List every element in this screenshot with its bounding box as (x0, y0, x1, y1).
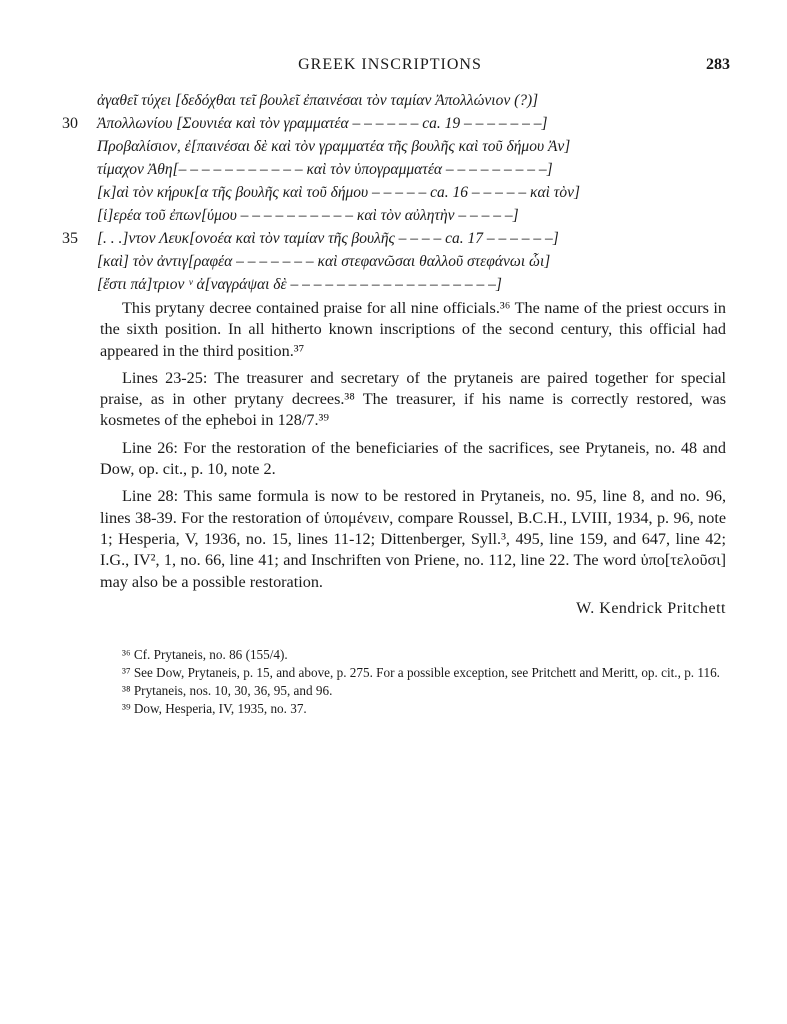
footnote: ³⁹ Dow, Hesperia, IV, 1935, no. 37. (122, 701, 307, 716)
footnotes (100, 646, 726, 718)
inscription-line (52, 161, 732, 184)
paragraph: Line 26: For the restoration of the beneficiaries of the sacrifices, see Prytaneis, no. 48 and Dow, op. cit., p. 10, note 2. (100, 438, 726, 479)
inscription-line (52, 207, 732, 230)
page-number: 283 (706, 56, 730, 73)
inscription-text: [καὶ] τὸν ἀντιγ[ραφέα – – – – – – – καὶ στεφανῶσαι θαλλοῦ στεφάνωι ὧι] (97, 253, 551, 270)
paragraph: This prytany decree contained praise for all nine officials.³⁶ The name of the priest occurs in the sixth position. In all hitherto known inscriptions of the second century, this official had appeared in the third position.³⁷ (100, 299, 726, 360)
footnote: ³⁶ Cf. Prytaneis, no. 86 (155/4). (122, 647, 288, 662)
inscription-line (52, 276, 732, 299)
running-head (100, 56, 730, 78)
inscription-line (52, 184, 732, 207)
inscription-block (52, 92, 732, 299)
line-number: 30 (62, 115, 78, 132)
inscription-text: ἀγαθεῖ τύχει [δεδόχθαι τεῖ βουλεῖ ἐπαινέσαι τὸν ταμίαν Ἀπολλώνιον (?)] (97, 92, 539, 109)
inscription-text: [κ]αὶ τὸν κήρυκ[α τῆς βουλῆς καὶ τοῦ δήμου – – – – – ca. 16 – – – – – καὶ τὸν] (97, 184, 581, 201)
inscription-line (52, 138, 732, 161)
inscription-text: [ἔστι πά]τριον ᵛ ἀ[ναγράψαι δὲ – – – – – – – – – – – – – – – – – –] (97, 276, 502, 293)
footnote: ³⁸ Prytaneis, nos. 10, 30, 36, 95, and 96. (122, 683, 333, 698)
paragraph: Lines 23-25: The treasurer and secretary of the prytaneis are paired together for special praise, as in other prytany decrees.³⁸ The treasurer, if his name is correctly restored, was kosmetes of the epheboi in 128/7.³⁹ (100, 368, 726, 430)
footnote: ³⁷ See Dow, Prytaneis, p. 15, and above, p. 275. For a possible exception, see Pritchett and Meritt, op. cit., p. 116. (122, 665, 720, 680)
inscription-line (52, 115, 732, 138)
inscription-text: [. . .]ντον Λευκ[ονοέα καὶ τὸν ταμίαν τῆς βουλῆς – – – – ca. 17 – – – – – –] (97, 230, 559, 247)
inscription-line (52, 253, 732, 276)
commentary-body (100, 298, 726, 599)
inscription-text: [ἱ]ερέα τοῦ ἐπων[ύμου – – – – – – – – – – καὶ τὸν αὐλητὴν – – – – –] (97, 207, 519, 224)
author-signature: W. Kendrick Pritchett (576, 600, 726, 617)
paragraph: Line 28: This same formula is now to be restored in Prytaneis, no. 95, line 8, and no. 96, lines 38-39. For the restoration of ὑπομένειν, compare Roussel, B.C.H., LVIII, 1934, p. 96, note 1; Hesperia, V, 1936, no. 15, lines 11-12; Dittenberger, Syll.³, 495, line 159, and 647, line 42; I.G., IV², 1, no. 66, line 41; and Inschriften von Priene, no. 112, line 22. The word ὑπο[τελοῦσι] may also be a possible restoration. (100, 487, 726, 591)
inscription-text: Ἀπολλωνίου [Σουνιέα καὶ τὸν γραμματέα – – – – – – ca. 19 – – – – – – –] (97, 115, 548, 132)
inscription-text: Προβαλίσιον, ἐ[παινέσαι δὲ καὶ τὸν γραμματέα τῆς βουλῆς καὶ τοῦ δήμου Ἀν] (97, 138, 571, 155)
inscription-line (52, 92, 732, 115)
inscription-text: τίμαχον Ἀθη[– – – – – – – – – – – καὶ τὸν ὑπογραμματέα – – – – – – – – –] (97, 161, 553, 178)
inscription-line (52, 230, 732, 253)
line-number: 35 (62, 230, 78, 247)
running-head-title: GREEK INSCRIPTIONS (298, 56, 482, 73)
